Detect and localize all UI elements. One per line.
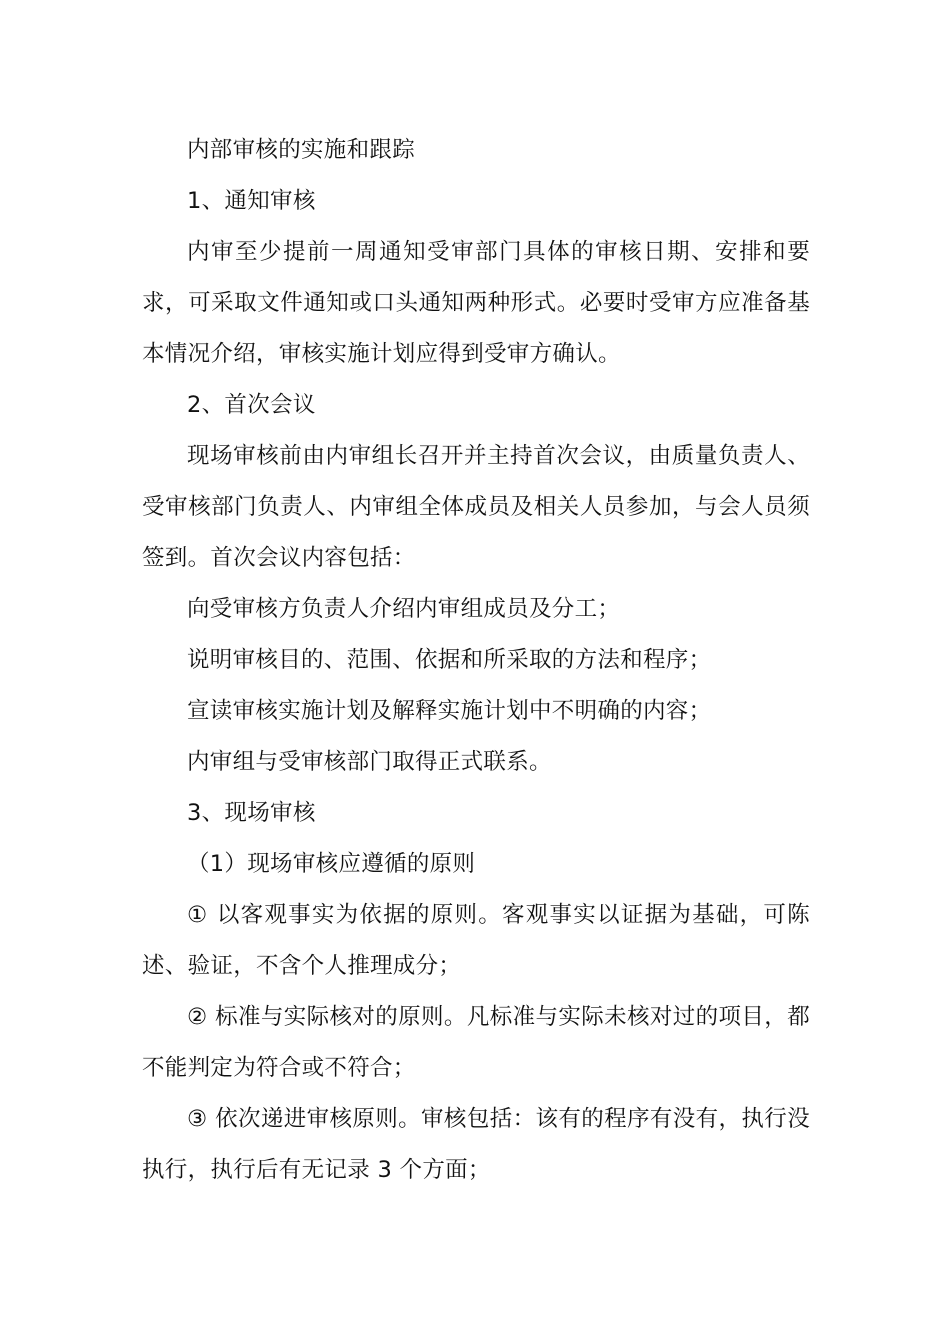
- document-body: [142, 125, 810, 1196]
- meeting-item-read-plan: 宣读审核实施计划及解释实施计划中不明确的内容；: [187, 698, 712, 724]
- paragraph-notify-audit: 内审至少提前一周通知受审部门具体的审核日期、安排和要求，可采取文件通知或口头通知两种形式。必要时受审方应准备基本情况介绍，审核实施计划应得到受审方确认。: [142, 239, 810, 367]
- subheading-principles: （1）现场审核应遵循的原则: [187, 851, 476, 877]
- meeting-item-explain-purpose: 说明审核目的、范围、依据和所采取的方法和程序；: [187, 647, 712, 673]
- heading-onsite-audit: 3、现场审核: [187, 800, 316, 826]
- meeting-item-introduce-team: 向受审核方负责人介绍内审组成员及分工；: [187, 596, 621, 622]
- paragraph-first-meeting: 现场审核前由内审组长召开并主持首次会议，由质量负责人、受审核部门负责人、内审组全体成员及相关人员参加，与会人员须签到。首次会议内容包括：: [142, 443, 810, 571]
- principle-2: ② 标准与实际核对的原则。凡标准与实际未核对过的项目，都不能判定为符合或不符合；: [142, 1004, 810, 1081]
- section-title: 内部审核的实施和跟踪: [187, 137, 416, 163]
- heading-first-meeting: 2、首次会议: [187, 392, 316, 418]
- heading-notify-audit: 1、通知审核: [187, 188, 316, 214]
- principle-1: ① 以客观事实为依据的原则。客观事实以证据为基础，可陈述、验证，不含个人推理成分；: [142, 902, 810, 979]
- meeting-item-contact: 内审组与受审核部门取得正式联系。: [187, 749, 552, 775]
- principle-3: ③ 依次递进审核原则。审核包括：该有的程序有没有，执行没执行，执行后有无记录 3 个方面；: [142, 1106, 810, 1183]
